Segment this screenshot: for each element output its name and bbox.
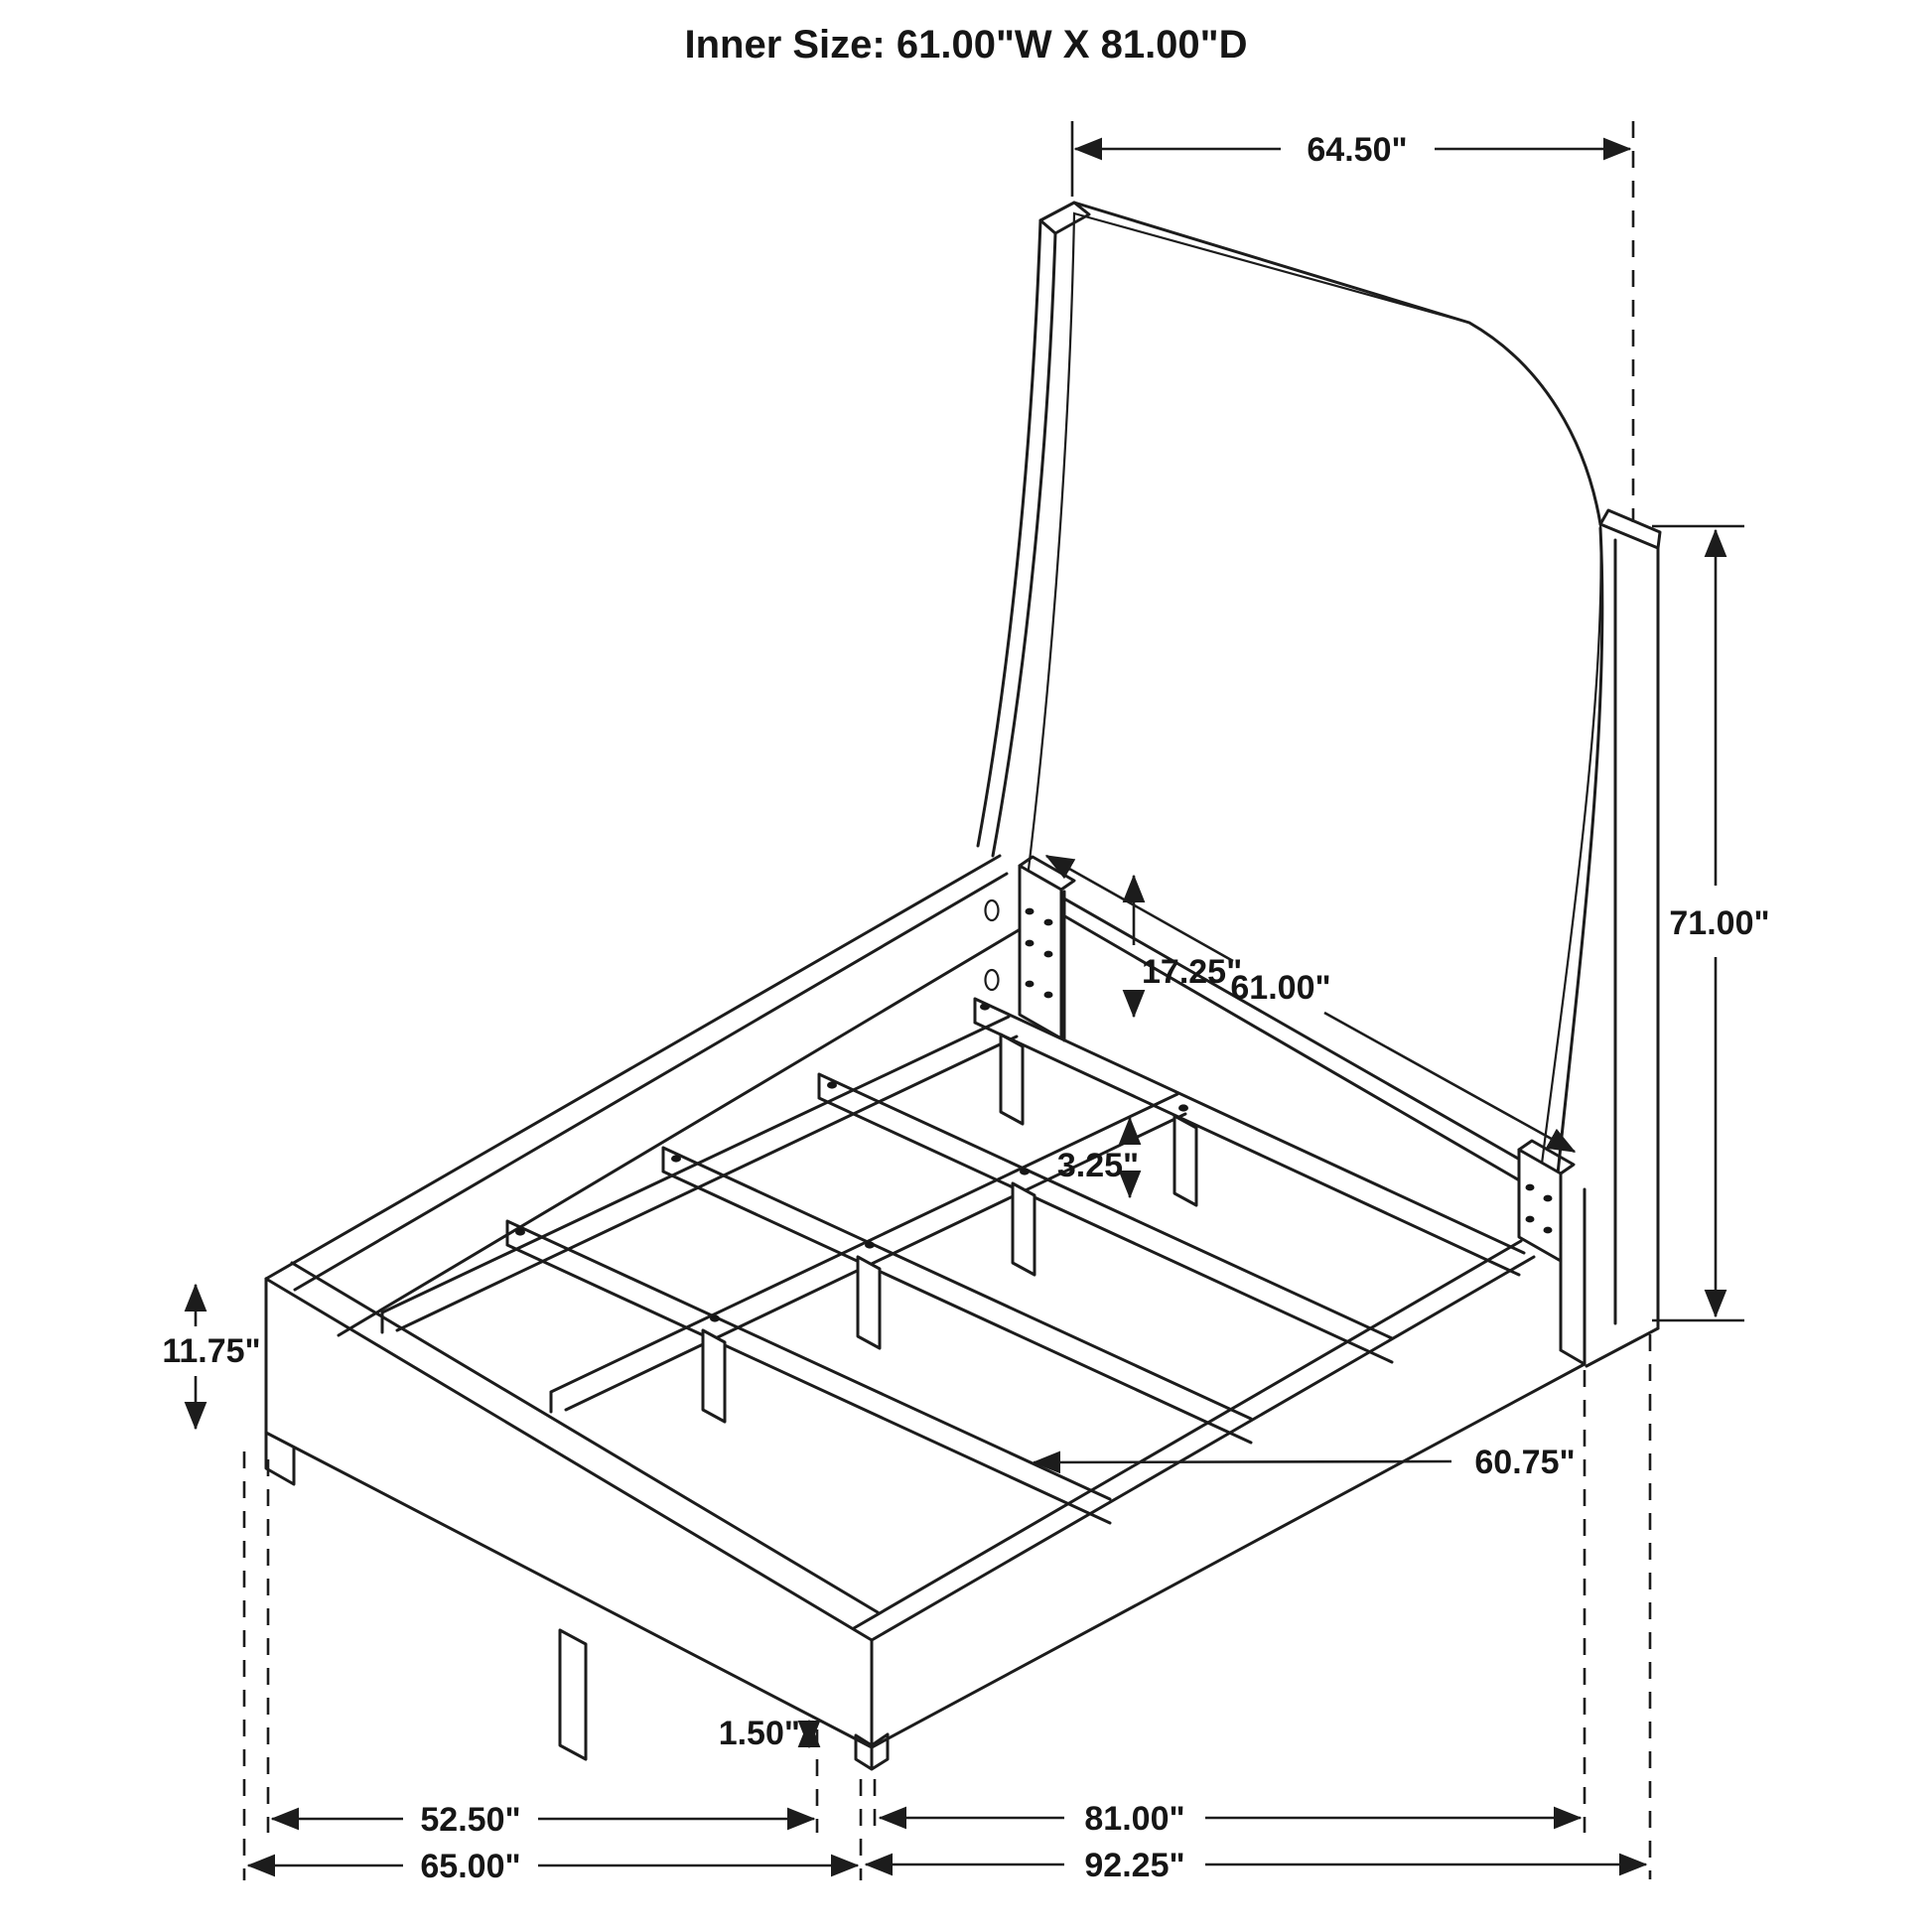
dim-support-leg-height: 3.25"	[1056, 1147, 1140, 1184]
support-leg-front-center	[560, 1630, 586, 1759]
dim-inner-depth: 81.00"	[1084, 1800, 1185, 1838]
dim-overall-depth: 92.25"	[1084, 1847, 1185, 1884]
headboard-left-edge-inner	[993, 233, 1055, 856]
mounting-brackets	[986, 857, 1575, 1261]
dim-slat-length: 60.75"	[1474, 1444, 1576, 1481]
slat-system	[382, 1003, 1392, 1759]
diagram-title: Inner Size: 61.00"W X 81.00"D	[684, 23, 1248, 67]
front-rail-inner-top	[292, 1263, 878, 1612]
dimension-annotations	[162, 121, 1769, 1885]
leader-slat-length	[1034, 1461, 1451, 1462]
left-rail-outer-top	[266, 856, 1000, 1279]
support-leg-back-left	[1001, 1035, 1023, 1124]
dim-side-rail-height: 11.75"	[162, 1332, 261, 1370]
dim-inner-width: 61.00"	[1230, 969, 1331, 1007]
slat-1	[819, 1074, 1392, 1362]
dim-line-inner-width-left	[1046, 856, 1233, 961]
dim-overall-height: 71.00"	[1669, 904, 1770, 942]
stringer-right	[551, 1094, 1185, 1412]
dim-foot-leg-height: 1.50"	[718, 1715, 800, 1752]
front-rail-outer-top	[266, 1279, 872, 1640]
support-leg-slat2	[858, 1257, 880, 1348]
dim-overall-width: 65.00"	[420, 1848, 521, 1885]
headboard-left-cap	[1040, 203, 1089, 233]
dim-line-inner-width-right	[1324, 1013, 1575, 1152]
left-bracket-plate	[1020, 866, 1061, 1038]
dim-headboard-gap: 17.25"	[1142, 953, 1243, 991]
support-leg-slat1	[1013, 1183, 1035, 1275]
bed-frame	[266, 856, 1585, 1747]
rail-bolt-hole-top	[986, 900, 999, 920]
right-bracket-plate	[1519, 1150, 1561, 1261]
headboard-bottom-rail-bottom	[1033, 897, 1535, 1189]
support-leg-slat3	[703, 1330, 725, 1422]
headboard-right-lip	[1600, 510, 1660, 548]
rail-bolt-hole-bottom	[986, 970, 999, 990]
headboard-right-leg	[1561, 1189, 1585, 1364]
headboard-top-edge	[1074, 203, 1600, 524]
support-leg-back-center	[1174, 1116, 1196, 1205]
headboard-back-bottom-edge	[1587, 1328, 1658, 1366]
right-rail-inner-top	[854, 1241, 1521, 1628]
dim-inner-front-width: 52.50"	[420, 1801, 521, 1839]
dim-headboard-width: 64.50"	[1307, 131, 1408, 169]
stringer-left	[382, 1017, 1017, 1332]
